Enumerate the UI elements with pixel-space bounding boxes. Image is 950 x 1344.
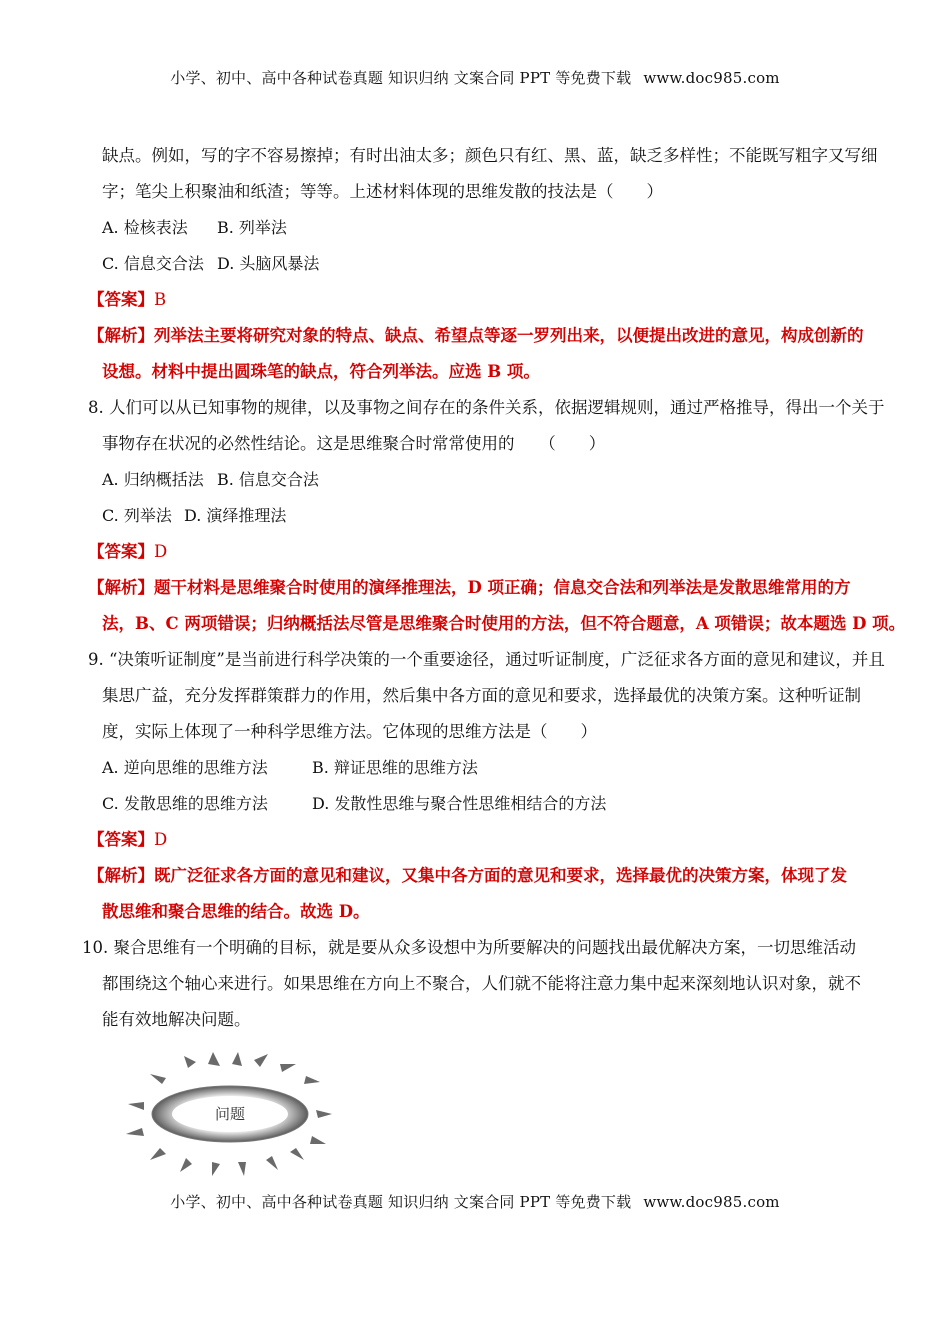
q7-options-row-1 [102, 210, 872, 246]
q8-options-row-1 [102, 462, 872, 498]
explanation-label: 【解析】 [88, 326, 154, 345]
q8-option-b: B. 信息交合法 [217, 470, 319, 489]
arrow-icon [310, 1136, 326, 1144]
diagram-svg [120, 1052, 340, 1177]
q7-option-d: D. 头脑风暴法 [217, 254, 320, 273]
convergent-thinking-diagram [120, 1052, 340, 1177]
arrow-icon [208, 1052, 220, 1066]
q9-text-line-1: 9. “决策听证制度”是当前进行科学决策的一个重要途径，通过听证制度，广泛征求各方面的意见和建议，并且 [88, 650, 885, 669]
q9-option-a: A. 逆向思维的思维方法 [102, 758, 268, 777]
q10-text-line-3: 能有效地解决问题。 [102, 1010, 251, 1029]
arrow-icon [266, 1156, 278, 1170]
q9-text-line-2: 集思广益，充分发挥群策群力的作用，然后集中各方面的意见和要求，选择最优的决策方案。这种听证制 [102, 686, 861, 705]
q7-option-a: A. 检核表法 [102, 218, 188, 237]
explanation-line-1: 既广泛征求各方面的意见和建议，又集中各方面的意见和要求，选择最优的决策方案，体现了发 [154, 866, 847, 885]
explanation-line-2: 法，B、C 两项错误；归纳概括法尽管是思维聚合时使用的方法，但不符合题意，A 项错误；故本题选 D 项。 [102, 614, 906, 633]
q9-answer [88, 822, 872, 858]
explanation-label: 【解析】 [88, 578, 154, 597]
arrow-icon [290, 1148, 304, 1160]
q8-option-a: A. 归纳概括法 [102, 470, 204, 489]
q7-answer [88, 282, 872, 318]
q9-option-d: D. 发散性思维与聚合性思维相结合的方法 [312, 794, 607, 813]
arrow-icon [238, 1162, 246, 1176]
arrow-icon [184, 1056, 196, 1068]
q7-options-row-2 [102, 246, 872, 282]
explanation-line-2: 设想。材料中提出圆珠笔的缺点，符合列举法。应选 B 项。 [102, 362, 540, 381]
q7-text-line-1: 缺点。例如，写的字不容易擦掉；有时出油太多；颜色只有红、黑、蓝，缺乏多样性；不能既写粗字又写细 [102, 146, 878, 165]
footer-url: www.doc985.com [643, 1193, 780, 1211]
q9-text-line-3: 度，实际上体现了一种科学思维方法。它体现的思维方法是（ ） [102, 722, 597, 741]
q9-options-row-2 [102, 786, 872, 822]
q8-text-line-2: 事物存在状况的必然性结论。这是思维聚合时常常使用的 （ ） [102, 434, 606, 453]
explanation-label: 【解析】 [88, 866, 154, 885]
header-url: www.doc985.com [643, 69, 780, 87]
q7-option-c: C. 信息交合法 [102, 254, 204, 273]
answer-value: B [154, 290, 167, 309]
q10-text-line-1: 10. 聚合思维有一个明确的目标，就是要从众多设想中为所要解决的问题找出最优解决方案，一切思维活动 [82, 938, 856, 957]
answer-value: D [154, 542, 168, 561]
arrow-icon [280, 1064, 296, 1072]
page-content [82, 138, 906, 1038]
header-text: 小学、初中、高中各种试卷真题 知识归纳 文案合同 PPT 等免费下载 [170, 69, 632, 87]
q8-answer [88, 534, 872, 570]
arrow-icon [212, 1162, 220, 1176]
arrow-icon [126, 1128, 144, 1136]
q8-option-c: C. 列举法 [102, 506, 172, 525]
arrow-icon [304, 1076, 320, 1084]
explanation-line-1: 题干材料是思维聚合时使用的演绎推理法，D 项正确；信息交合法和列举法是发散思维常用的方 [154, 578, 851, 597]
q8-options-row-2 [102, 498, 872, 534]
q7-text-line-2: 字；笔尖上积聚油和纸渣；等等。上述材料体现的思维发散的技法是（ ） [102, 182, 663, 201]
explanation-line-2: 散思维和聚合思维的结合。故选 D。 [102, 902, 370, 921]
answer-label: 【答案】 [88, 830, 154, 849]
arrow-icon [180, 1158, 192, 1172]
answer-value: D [154, 830, 168, 849]
footer-text: 小学、初中、高中各种试卷真题 知识归纳 文案合同 PPT 等免费下载 [170, 1193, 632, 1211]
q8-explanation [88, 570, 906, 642]
answer-label: 【答案】 [88, 542, 154, 561]
arrow-icon [254, 1054, 268, 1067]
arrow-icon [128, 1102, 144, 1110]
explanation-line-1: 列举法主要将研究对象的特点、缺点、希望点等逐一罗列出来，以便提出改进的意见，构成创新的 [154, 326, 864, 345]
diagram-label: 问题 [214, 1105, 246, 1123]
answer-label: 【答案】 [88, 290, 154, 309]
q9-options-row-1 [102, 750, 872, 786]
page-footer [0, 1191, 950, 1212]
q8-text-line-1: 8. 人们可以从已知事物的规律，以及事物之间存在的条件关系，依据逻辑规则，通过严格推导，得出一个关于 [88, 398, 885, 417]
q9-option-b: B. 辩证思维的思维方法 [312, 758, 478, 777]
q10-text-line-2: 都围绕这个轴心来进行。如果思维在方向上不聚合，人们就不能将注意力集中起来深刻地认识对象，就不 [102, 974, 861, 993]
arrow-icon [316, 1110, 332, 1118]
q8-option-d: D. 演绎推理法 [184, 506, 287, 525]
arrow-icon [150, 1148, 166, 1160]
q9-explanation [88, 858, 872, 930]
page-header [0, 67, 950, 88]
arrow-icon [150, 1074, 166, 1084]
q7-option-b: B. 列举法 [217, 218, 287, 237]
q9-option-c: C. 发散思维的思维方法 [102, 794, 268, 813]
q7-explanation [88, 318, 872, 390]
arrow-icon [232, 1052, 242, 1066]
